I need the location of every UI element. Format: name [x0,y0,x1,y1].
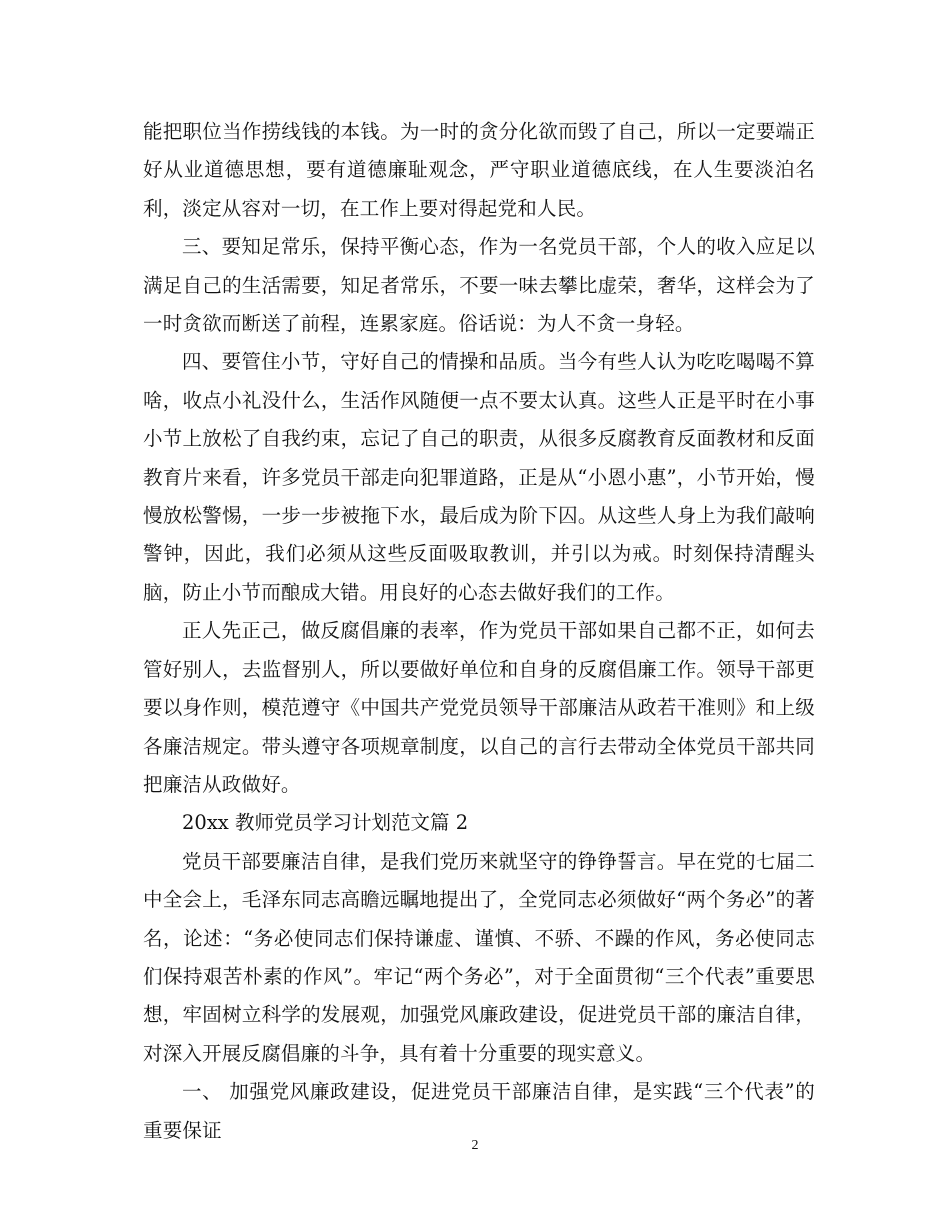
paragraph-2: 三、要知足常乐，保持平衡心态，作为一名党员干部，个人的收入应足以满足自己的生活需要，知足者常乐，不要一味去攀比虚荣，奢华，这样会为了一时贪欲而断送了前程，连累家庭。俗话说：为人不贪一身轻。 [143,235,815,336]
paragraph-1: 能把职位当作捞线钱的本钱。为一时的贪分化欲而毁了自己，所以一定要端正好从业道德思想，要有道德廉耻观念，严守职业道德底线，在人生要淡泊名利，淡定从容对一切，在工作上要对得起党和人民。 [143,120,815,220]
paragraph-3: 四、要管住小节，守好自己的情操和品质。当今有些人认为吃吃喝喝不算啥，收点小礼没什么，生活作风随便一点不要太认真。这些人正是平时在小事小节上放松了自我约束，忘记了自己的职责，从很多反腐教育反面教材和反面教育片来看，许多党员干部走向犯罪道路，正是从“小恩小惠”，小节开始，慢慢放松警惕，一步一步被拖下水，最后成为阶下囚。从这些人身上为我们敲响警钟，因此，我们必须从这些反面吸取教训，并引以为戒。时刻保持清醒头脑，防止小节而酿成大错。用良好的心态去做好我们的工作。 [143,350,815,604]
paragraph-6: 一、 加强党风廉政建设，促进党员干部廉洁自律，是实践“三个代表”的重要保证 [143,1080,815,1142]
paragraph-4: 正人先正己，做反腐倡廉的表率，作为党员干部如果自己都不正，如何去管好别人，去监督别人，所以要做好单位和自身的反腐倡廉工作。领导干部更要以身作则，模范遵守《中国共产党党员领导干部廉洁从政若干准则》和上级各廉洁规定。带头遵守各项规章制度，以自己的言行去带动全体党员干部共同把廉洁从政做好。 [143,619,815,796]
document-body [143,113,815,1150]
section-heading: 20xx 教师党员学习计划范文篇 2 [182,811,469,835]
paragraph-5: 党员干部要廉洁自律，是我们党历来就坚守的铮铮誓言。早在党的七届二中全会上，毛泽东同志高瞻远瞩地提出了，全党同志必须做好“两个务必”的著名，论述：“务必使同志们保持谦虚、谨慎、不骄、不躁的作风，务必使同志们保持艰苦朴素的作风”。牢记“两个务必”，对于全面贯彻“三个代表”重要思想，牢固树立科学的发展观，加强党风廉政建设，促进党员干部的廉洁自律，对深入开展反腐倡廉的斗争，具有着十分重要的现实意义。 [143,849,815,1065]
page-number: 2 [471,1138,479,1153]
